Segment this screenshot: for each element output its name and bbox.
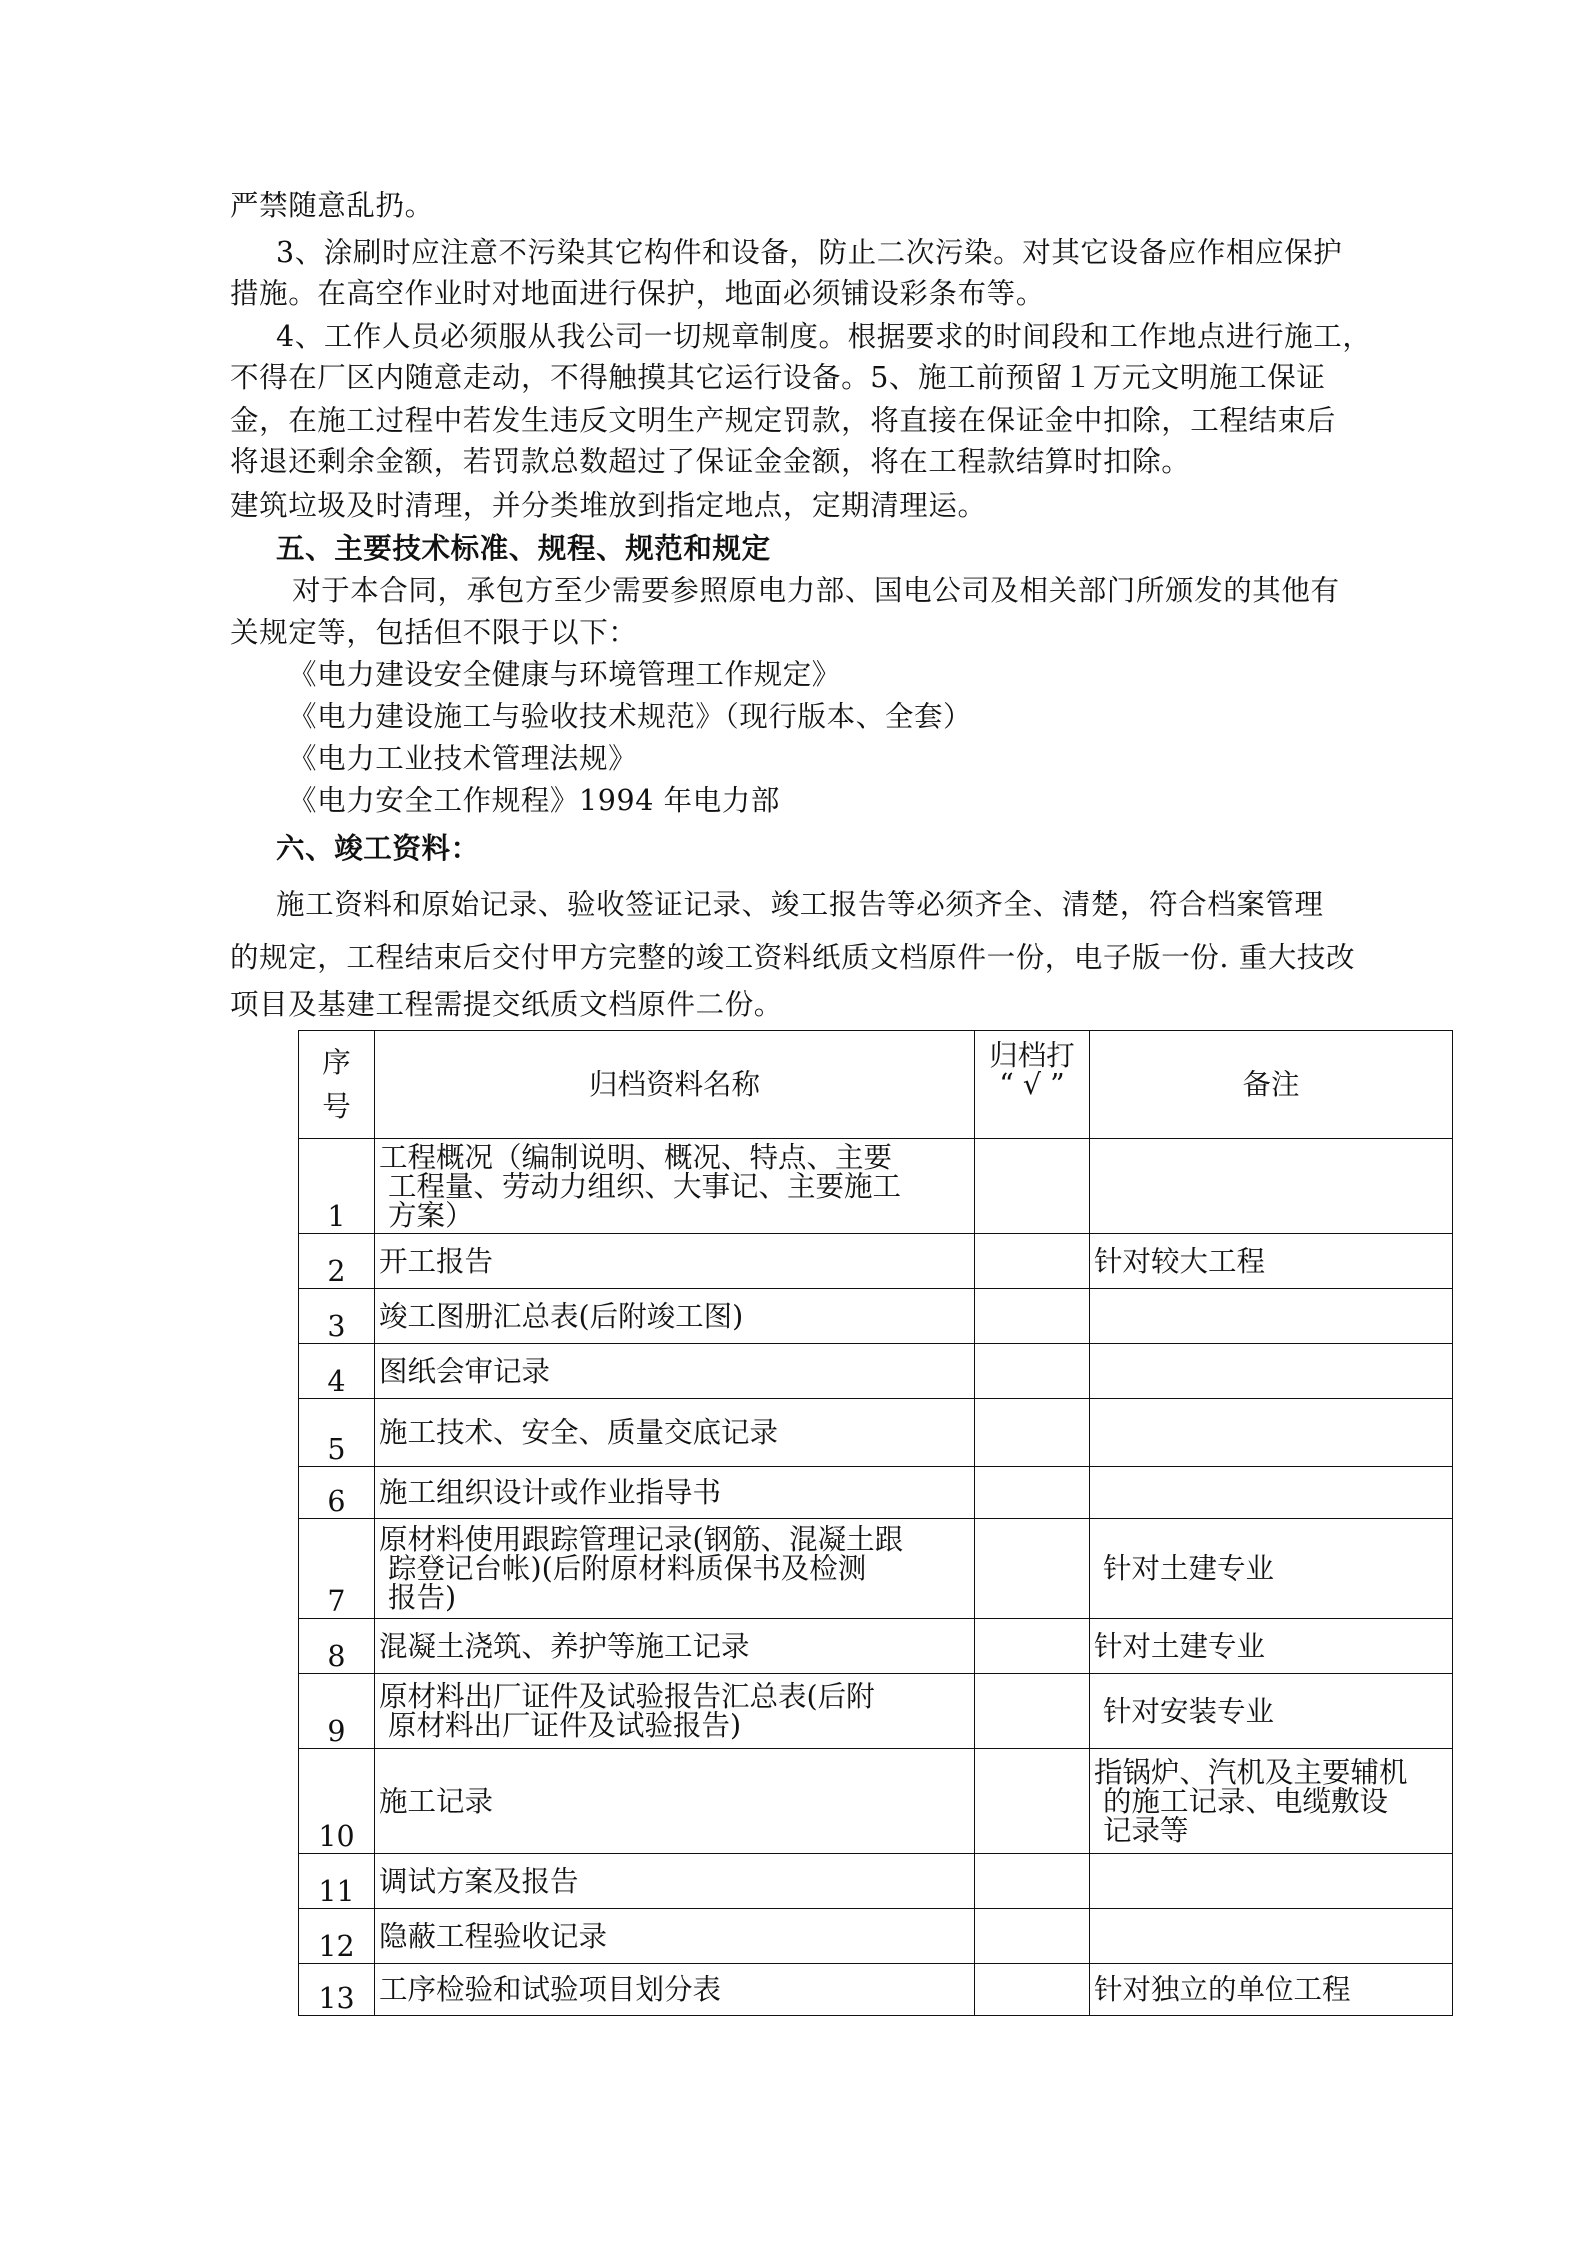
cell-seq: 10: [299, 1749, 375, 1854]
cell-seq: 8: [299, 1619, 375, 1674]
cell-seq: 2: [299, 1234, 375, 1289]
cell-note: [1090, 1854, 1453, 1909]
cell-check: [975, 1519, 1090, 1619]
paragraph-line: 措施。在高空作业时对地面进行保护，地面必须铺设彩条布等。: [230, 277, 1045, 310]
cell-note: [1090, 1749, 1453, 1854]
header-check: [975, 1031, 1090, 1139]
table-row: [299, 1674, 1453, 1749]
cell-name: [375, 1289, 975, 1344]
section-heading: 五、主要技术标准、规程、规范和规定: [276, 531, 771, 565]
table-row: [299, 1344, 1453, 1399]
paragraph-line: 关规定等，包括但不限于以下：: [230, 616, 638, 649]
paragraph-line: 不得在厂区内随意走动，不得触摸其它运行设备。5、施工前预留１万元文明施工保证: [230, 361, 1326, 394]
cell-check: [975, 1854, 1090, 1909]
cell-name: [375, 1399, 975, 1467]
standard-item: 《电力建设安全健康与环境管理工作规定》: [288, 658, 841, 691]
table-row: [299, 1139, 1453, 1234]
cell-name-line: 施工技术、安全、质量交底记录: [379, 1416, 779, 1449]
cell-check: [975, 1289, 1090, 1344]
cell-name: [375, 1344, 975, 1399]
cell-name-line: 踪登记台帐)(后附原材料质保书及检测: [379, 1552, 867, 1585]
cell-check: [975, 1674, 1090, 1749]
cell-check: [975, 1619, 1090, 1674]
cell-name-line: 原材料出厂证件及试验报告汇总表(后附: [379, 1680, 875, 1713]
cell-name-line: 竣工图册汇总表(后附竣工图): [379, 1299, 744, 1333]
cell-name-line: 混凝土浇筑、养护等施工记录: [379, 1629, 750, 1663]
cell-note-line: 指锅炉、汽机及主要辅机: [1094, 1755, 1408, 1789]
cell-check: [975, 1909, 1090, 1964]
cell-note-line: 针对土建专业: [1094, 1629, 1266, 1663]
cell-note: [1090, 1674, 1453, 1749]
paragraph-line: 3、涂刷时应注意不污染其它构件和设备，防止二次污染。对其它设备应作相应保护: [276, 236, 1343, 269]
paragraph-line: 严禁随意乱扔。: [230, 189, 434, 222]
table-row: [299, 1289, 1453, 1344]
table-row: [299, 1909, 1453, 1964]
cell-seq: 9: [299, 1674, 375, 1749]
cell-note: [1090, 1399, 1453, 1467]
cell-note: [1090, 1344, 1453, 1399]
cell-name: [375, 1964, 975, 2016]
cell-seq: 13: [299, 1964, 375, 2016]
cell-note: [1090, 1619, 1453, 1674]
cell-check: [975, 1234, 1090, 1289]
header-seq-line: 号: [322, 1089, 351, 1123]
cell-name-line: 施工组织设计或作业指导书: [379, 1476, 722, 1509]
cell-name-line: 原材料出厂证件及试验报告): [379, 1709, 742, 1742]
archive-table: [298, 1030, 1453, 2016]
paragraph-line: 项目及基建工程需提交纸质文档原件二份。: [230, 988, 783, 1021]
cell-check: [975, 1399, 1090, 1467]
cell-note: [1090, 1139, 1453, 1234]
table-row: [299, 1964, 1453, 2016]
cell-seq: 11: [299, 1854, 375, 1909]
cell-name-line: 开工报告: [379, 1244, 494, 1278]
cell-seq: 7: [299, 1519, 375, 1619]
table-header-row: [299, 1031, 1453, 1139]
header-seq-line: 序: [322, 1045, 351, 1079]
cell-seq: 6: [299, 1467, 375, 1519]
cell-note: [1090, 1964, 1453, 2016]
cell-name-line: 施工记录: [379, 1784, 494, 1818]
paragraph-line: 施工资料和原始记录、验收签证记录、竣工报告等必须齐全、清楚，符合档案管理: [276, 888, 1324, 921]
cell-check: [975, 1344, 1090, 1399]
cell-name-line: 工程量、劳动力组织、大事记、主要施工: [379, 1169, 902, 1203]
cell-note-line: 针对安装专业: [1094, 1694, 1275, 1728]
cell-name-line: 隐蔽工程验收记录: [379, 1919, 608, 1953]
paragraph-line: 建筑垃圾及时清理，并分类堆放到指定地点，定期清理运。: [230, 489, 987, 522]
table-row: [299, 1519, 1453, 1619]
cell-name-line: 图纸会审记录: [379, 1354, 551, 1388]
header-seq: [299, 1031, 375, 1139]
cell-note-line: 的施工记录、电缆敷设: [1094, 1784, 1389, 1818]
cell-name-line: 工程概况（编制说明、概况、特点、主要: [379, 1140, 893, 1174]
paragraph-line: 将退还剩余金额，若罚款总数超过了保证金金额，将在工程款结算时扣除。: [230, 445, 1191, 478]
cell-name-line: 报告): [379, 1581, 457, 1614]
cell-name: [375, 1749, 975, 1854]
paragraph-line: 4、工作人员必须服从我公司一切规章制度。根据要求的时间段和工作地点进行施工，: [276, 320, 1372, 353]
cell-name: [375, 1467, 975, 1519]
cell-name: [375, 1674, 975, 1749]
table-row: [299, 1467, 1453, 1519]
header-check-line: “ √ ”: [999, 1068, 1065, 1101]
cell-check: [975, 1964, 1090, 2016]
cell-seq: 1: [299, 1139, 375, 1234]
section-heading: 六、竣工资料：: [276, 831, 480, 865]
cell-note-line: 记录等: [1094, 1813, 1189, 1847]
header-note: 备注: [1090, 1031, 1453, 1139]
standard-item: 《电力建设施工与验收技术规范》（现行版本、全套）: [288, 700, 973, 733]
cell-note: [1090, 1234, 1453, 1289]
cell-note: [1090, 1467, 1453, 1519]
cell-name: [375, 1854, 975, 1909]
cell-name-line: 工序检验和试验项目划分表: [379, 1973, 722, 2006]
cell-note: [1090, 1289, 1453, 1344]
cell-note: [1090, 1519, 1453, 1619]
cell-seq: 5: [299, 1399, 375, 1467]
standard-item: 《电力安全工作规程》1994 年电力部: [288, 784, 780, 817]
cell-note: [1090, 1909, 1453, 1964]
table-row: [299, 1234, 1453, 1289]
table-row: [299, 1749, 1453, 1854]
cell-seq: 12: [299, 1909, 375, 1964]
cell-check: [975, 1467, 1090, 1519]
cell-name: [375, 1909, 975, 1964]
standard-item: 《电力工业技术管理法规》: [288, 742, 638, 775]
cell-note-line: 针对土建专业: [1094, 1552, 1275, 1585]
paragraph-line: 的规定，工程结束后交付甲方完整的竣工资料纸质文档原件一份，电子版一份. 重大技改: [230, 941, 1356, 974]
cell-check: [975, 1749, 1090, 1854]
cell-name: [375, 1519, 975, 1619]
table-row: [299, 1854, 1453, 1909]
paragraph-line: 对于本合同，承包方至少需要参照原电力部、国电公司及相关部门所颁发的其他有: [292, 574, 1340, 607]
header-check-line: 归档打: [989, 1039, 1075, 1072]
cell-name-line: 原材料使用跟踪管理记录(钢筋、混凝土跟: [379, 1523, 904, 1556]
cell-name: [375, 1234, 975, 1289]
cell-seq: 3: [299, 1289, 375, 1344]
paragraph-line: 金，在施工过程中若发生违反文明生产规定罚款，将直接在保证金中扣除，工程结束后: [230, 404, 1336, 437]
cell-name-line: 调试方案及报告: [379, 1864, 579, 1898]
cell-name: [375, 1619, 975, 1674]
cell-name: [375, 1139, 975, 1234]
header-name: 归档资料名称: [375, 1031, 975, 1139]
table-row: [299, 1399, 1453, 1467]
cell-note-line: 针对较大工程: [1094, 1244, 1266, 1278]
cell-name-line: 方案）: [379, 1198, 474, 1232]
cell-seq: 4: [299, 1344, 375, 1399]
table-row: [299, 1619, 1453, 1674]
cell-note-line: 针对独立的单位工程: [1094, 1973, 1351, 2006]
cell-check: [975, 1139, 1090, 1234]
